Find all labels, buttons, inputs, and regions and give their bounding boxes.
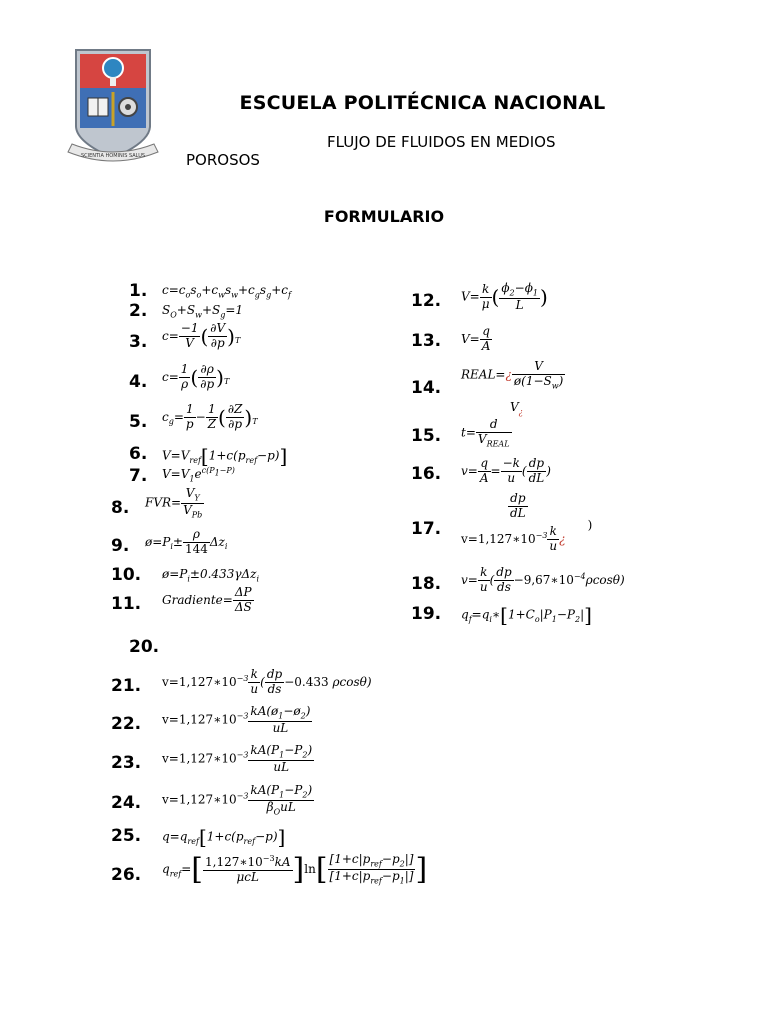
formula-number: 12. (411, 291, 442, 311)
formula-15: t= d $V_{REAL}$ (461, 417, 510, 449)
formula-number: 17. (411, 519, 442, 539)
formula-13: V= $\frac{q}{A}$ (461, 324, 491, 353)
formula-5: $c_g=$ $\frac{1}{p}$ − $\frac{1}{Z}$ ( $\frac{\partial Z}{\partial p}$ )$_T$ (162, 402, 258, 431)
formula-16-remainder: $\frac{dp}{dL}$ (510, 491, 526, 520)
formula-21: $v=1,127∗10^{-3}$ $\frac{k}{u}$ ( $\frac{dp}{ds}$ −0.433 ρcosθ) (162, 667, 372, 696)
formula-3: c= $\frac{-1}{V}$ ( $\frac{\partial V}{\partial p}$ )$_T$ (162, 321, 241, 350)
formula-number: 21. (111, 676, 142, 696)
formula-14-remainder: $V_¿$ (510, 400, 523, 417)
formula-2: $S_O+S_w+S_g=1$ (162, 303, 244, 320)
formula-8: FVR= $V_Y$ $V_{Pb}$ (145, 486, 203, 519)
formula-6: $V=V_{ref}[1+c(p_{ref}-p)]$ (162, 444, 288, 468)
formula-11: Gradiente= $\frac{\Delta P}{\Delta S}$ (162, 585, 252, 614)
formula-12: V= $\frac{k}{\mu}$ ( $\frac{\phi_2-\phi_1}{L}$ ) (461, 281, 548, 312)
formula-number: 19. (411, 604, 442, 624)
formula-number: 14. (411, 378, 442, 398)
formula-24: $v=1,127∗10^{-3}$ $kA(P_1-P_2)$ $\beta_OuL$ (162, 783, 313, 816)
formula-number: 11. (111, 594, 142, 614)
formula-number: 1. (129, 281, 148, 301)
formula-number: 9. (111, 536, 130, 556)
formula-4: c= $\frac{1}{\rho}$ ( $\frac{\partial\rho}{\partial p}$ )$_T$ (162, 362, 230, 391)
formula-number: 26. (111, 865, 142, 885)
formula-19: $q_f=q_i∗[1+C_o|P_1-P_2|]$ (461, 603, 592, 627)
formula-number: 8. (111, 498, 130, 518)
formula-9: $ø=P_i\pm$ $\frac{\rho}{144}$ $\Delta z_i$ (145, 527, 228, 556)
formula-18: v= $\frac{k}{u}$ ( $\frac{dp}{ds}$ $-9,67∗10^{-4}\rho\cos\theta$) (461, 565, 625, 594)
formula-number: 5. (129, 412, 148, 432)
course-subtitle-line2: POROSOS (186, 151, 260, 169)
formula-number: 24. (111, 793, 142, 813)
formula-14: REAL=¿ $\frac{V}{ø(1-S_w)}$ (461, 359, 564, 391)
formula-10: $ø=P_i\pm 0.433\gamma\Delta z_i$ (162, 567, 260, 584)
formula-number: 22. (111, 714, 142, 734)
formula-number: 6. (129, 444, 148, 464)
formula-17: $v=1,127∗10^{-3}$ $\frac{k}{u}$ ¿) (461, 517, 593, 553)
formula-number: 7. (129, 466, 148, 486)
course-subtitle-line1: FLUJO DE FLUIDOS EN MEDIOS (327, 133, 556, 151)
formula-25: $q=q_{ref}[1+c(p_{ref}-p)]$ (162, 825, 286, 849)
institution-title: ESCUELA POLITÉCNICA NACIONAL (239, 92, 606, 114)
formula-number: 25. (111, 826, 142, 846)
formula-number: 2. (129, 301, 148, 321)
formula-number: 16. (411, 464, 442, 484)
formula-number: 3. (129, 332, 148, 352)
formula-number: 20. (129, 637, 160, 657)
formula-number: 13. (411, 331, 442, 351)
formula-26: $q_{ref}=$[ $1,127∗10^{-3}kA$ μcL ]ln[ $[1+c|p_{ref}-p_2|]$ $[1+c|p_{ref}-p_1|]$ ] (162, 852, 428, 887)
formula-22: $v=1,127∗10^{-3}$ $\frac{kA(ø_1-ø_2)}{uL}$ (162, 704, 311, 735)
formula-number: 10. (111, 565, 142, 585)
section-title: FORMULARIO (323, 207, 445, 226)
formula-number: 4. (129, 372, 148, 392)
formula-number: 18. (411, 574, 442, 594)
formula-7: $V=V_1e^{c(P_1-P)}$ (162, 466, 235, 484)
formula-1: $c=c_os_o+c_ws_w+c_gs_g+c_f$ (162, 283, 291, 300)
formula-number: 23. (111, 753, 142, 773)
formula-23: $v=1,127∗10^{-3}$ $\frac{kA(P_1-P_2)}{uL}$ (162, 743, 313, 774)
svg-text:SCIENTIA HOMINIS SALUS: SCIENTIA HOMINIS SALUS (80, 153, 146, 159)
formula-16: v= $\frac{q}{A}$ = $\frac{-k}{u}$ ( $\frac{dp}{dL}$ ) (461, 456, 551, 485)
formula-number: 15. (411, 426, 442, 446)
